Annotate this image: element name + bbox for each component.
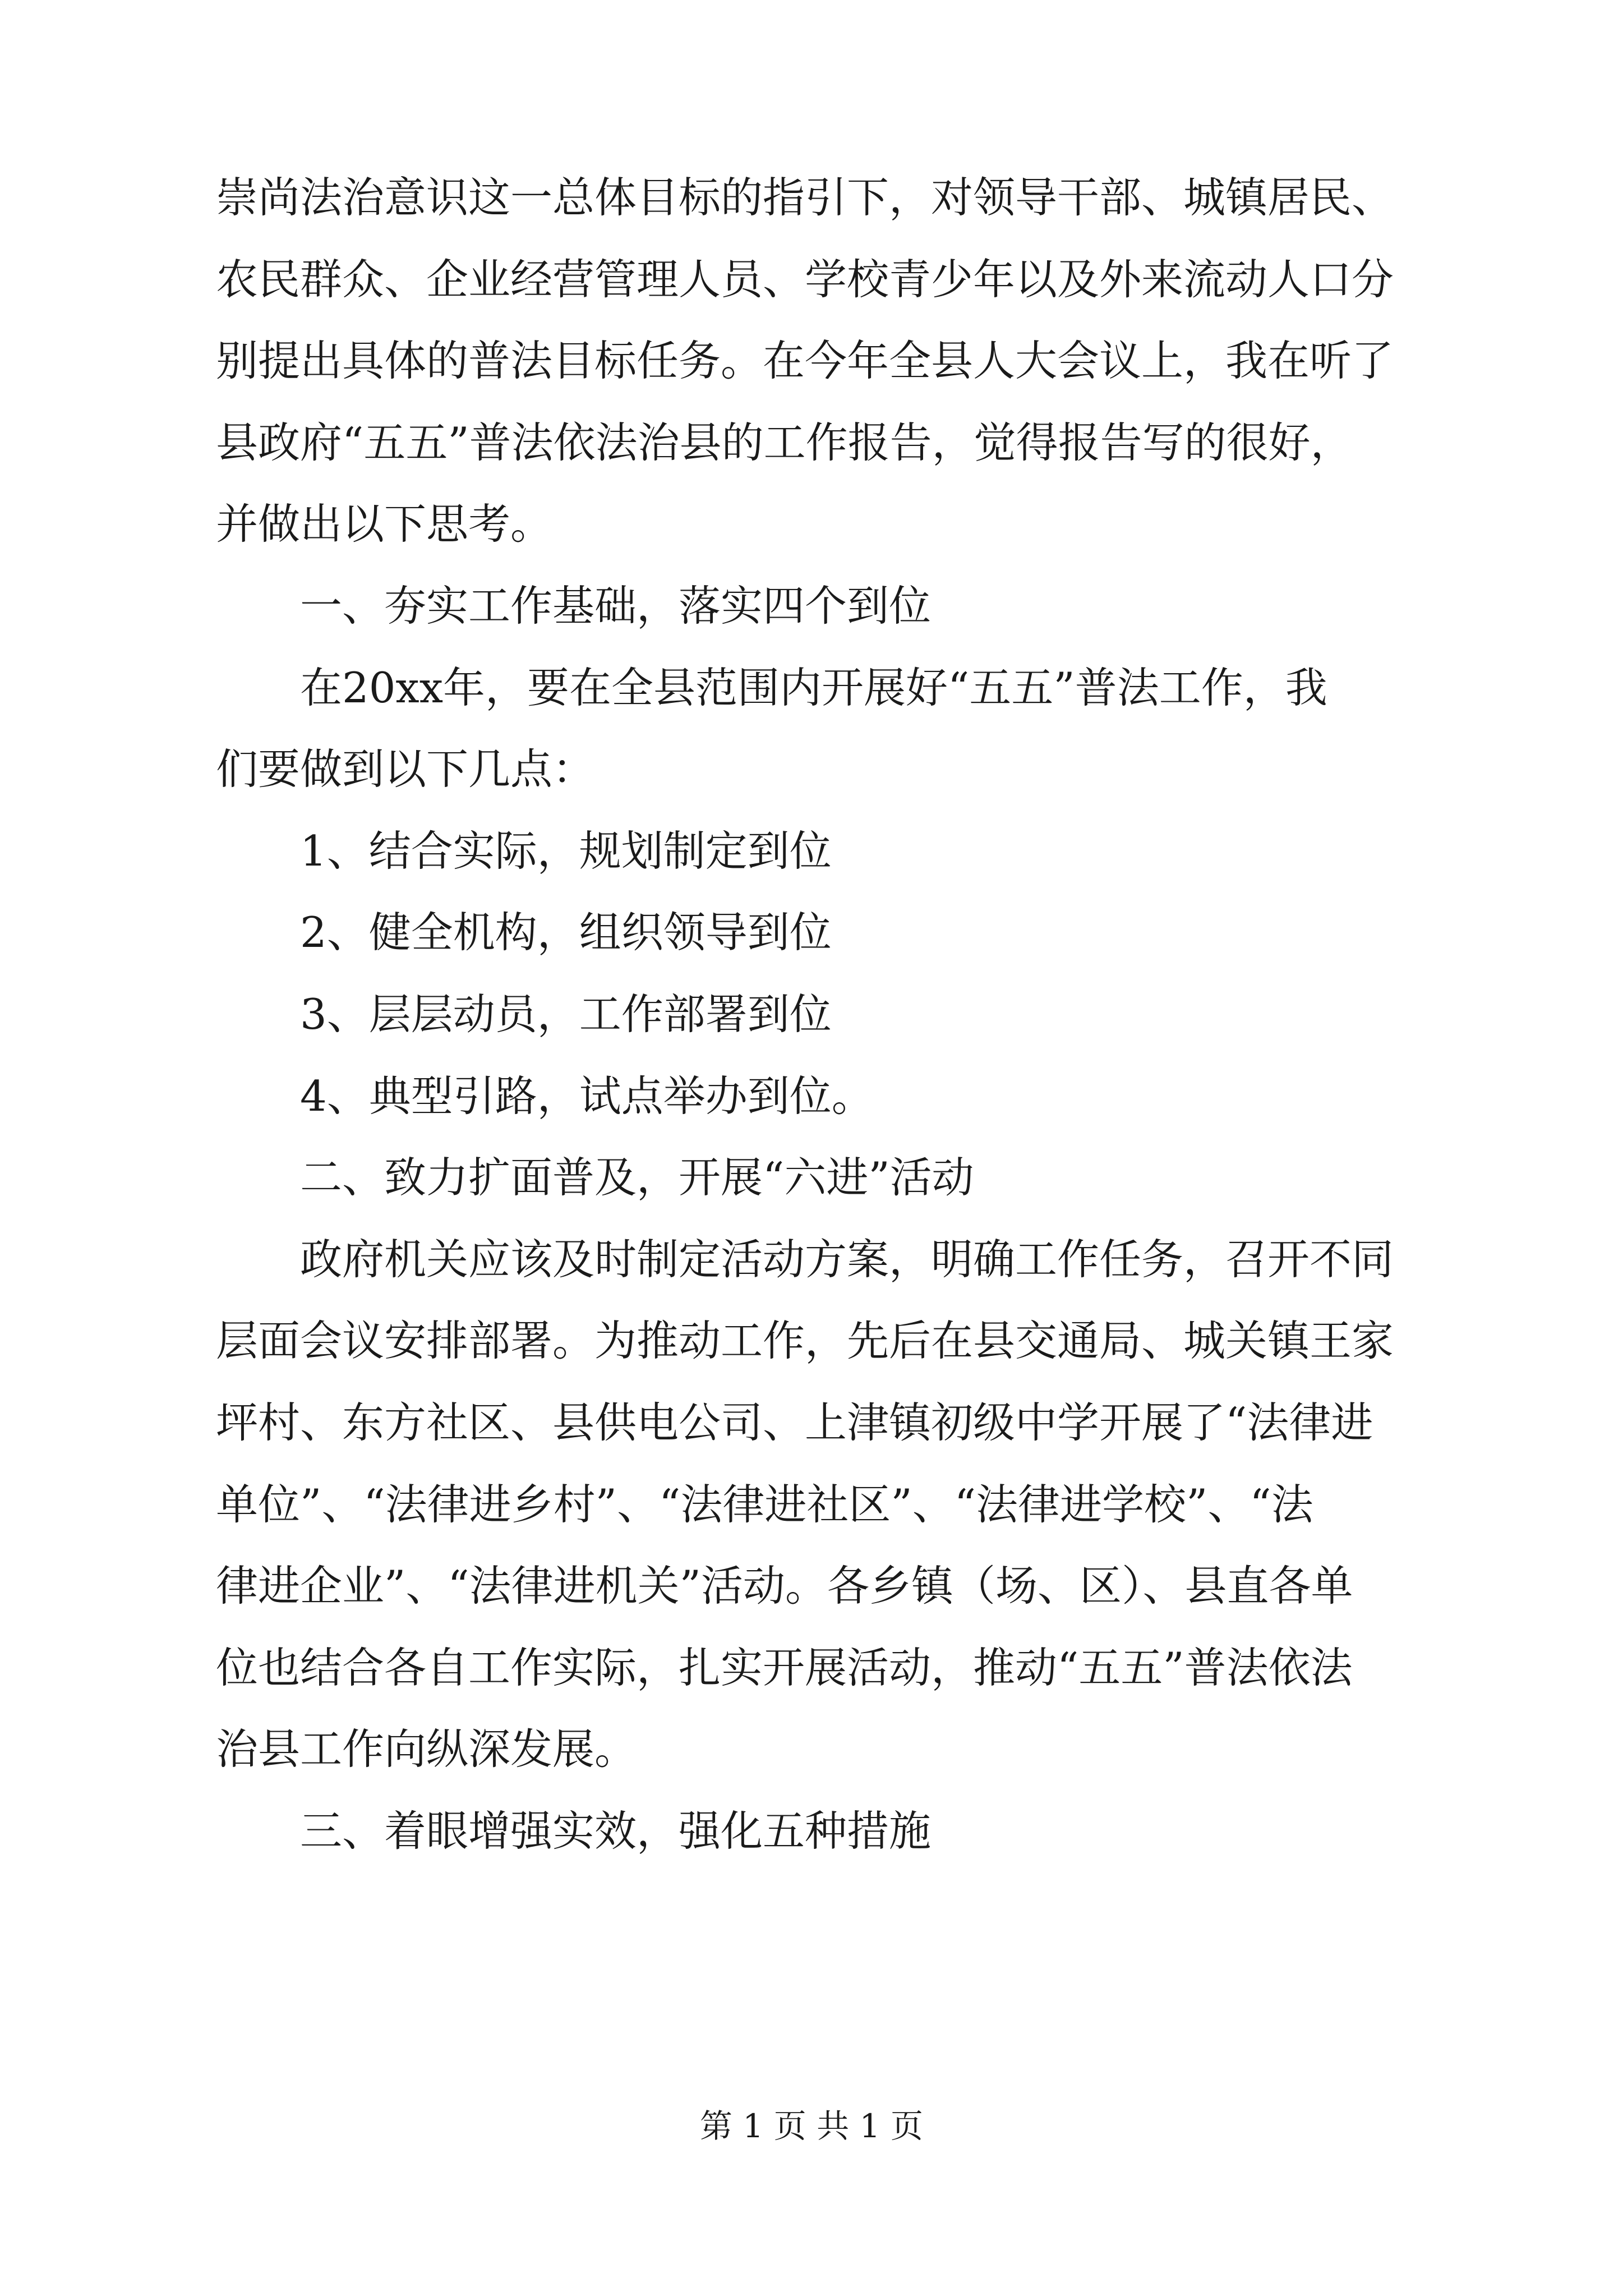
paragraph-line: 崇尚法治意识这一总体目标的指引下，对领导干部、城镇居民、 [216,173,1394,222]
paragraph-line: 层面会议安排部署。为推动工作，先后在县交通局、城关镇王家 [216,1316,1394,1366]
paragraph-line-indented: 2、健全机构，组织领导到位 [300,908,832,958]
paragraph-line: 们要做到以下几点： [216,744,595,794]
paragraph-line-indented: 4、典型引路，试点举办到位。 [300,1071,874,1121]
document-body [216,157,1427,1872]
paragraph-line-indented: 三、着眼增强实效，强化五种措施 [300,1806,932,1856]
paragraph-line: 律进企业”、“法律进机关”活动。各乡镇（场、区）、县直各单 [216,1561,1353,1611]
paragraph-line: 治县工作向纵深发展。 [216,1724,637,1774]
paragraph-line-indented: 二、致力扩面普及，开展“六进”活动 [300,1153,974,1203]
page-footer: 第 1 页 共 1 页 [700,2107,923,2145]
paragraph-line: 单位”、“法律进乡村”、“法律进社区”、“法律进学校”、“法 [216,1479,1313,1529]
paragraph-line: 县政府“五五”普法依法治县的工作报告，觉得报告写的很好， [216,417,1353,467]
paragraph-line-indented: 在20xx年，要在全县范围内开展好“五五”普法工作，我 [300,662,1327,712]
paragraph-line: 坪村、东方社区、县供电公司、上津镇初级中学开展了“法律进 [216,1397,1373,1447]
paragraph-line-indented: 3、层层动员，工作部署到位 [300,989,832,1039]
paragraph-line: 并做出以下思考。 [216,499,553,549]
paragraph-line: 位也结合各自工作实际，扎实开展活动，推动“五五”普法依法 [216,1642,1353,1692]
paragraph-line: 别提出具体的普法目标任务。在今年全县人大会议上，我在听了 [216,336,1394,386]
paragraph-line-indented: 一、夯实工作基础，落实四个到位 [300,581,932,631]
paragraph-line-indented: 1、结合实际，规划制定到位 [300,826,832,876]
paragraph-line-indented: 政府机关应该及时制定活动方案，明确工作任务，召开不同 [300,1234,1394,1284]
paragraph-line: 农民群众、企业经营管理人员、学校青少年以及外来流动人口分 [216,254,1394,304]
